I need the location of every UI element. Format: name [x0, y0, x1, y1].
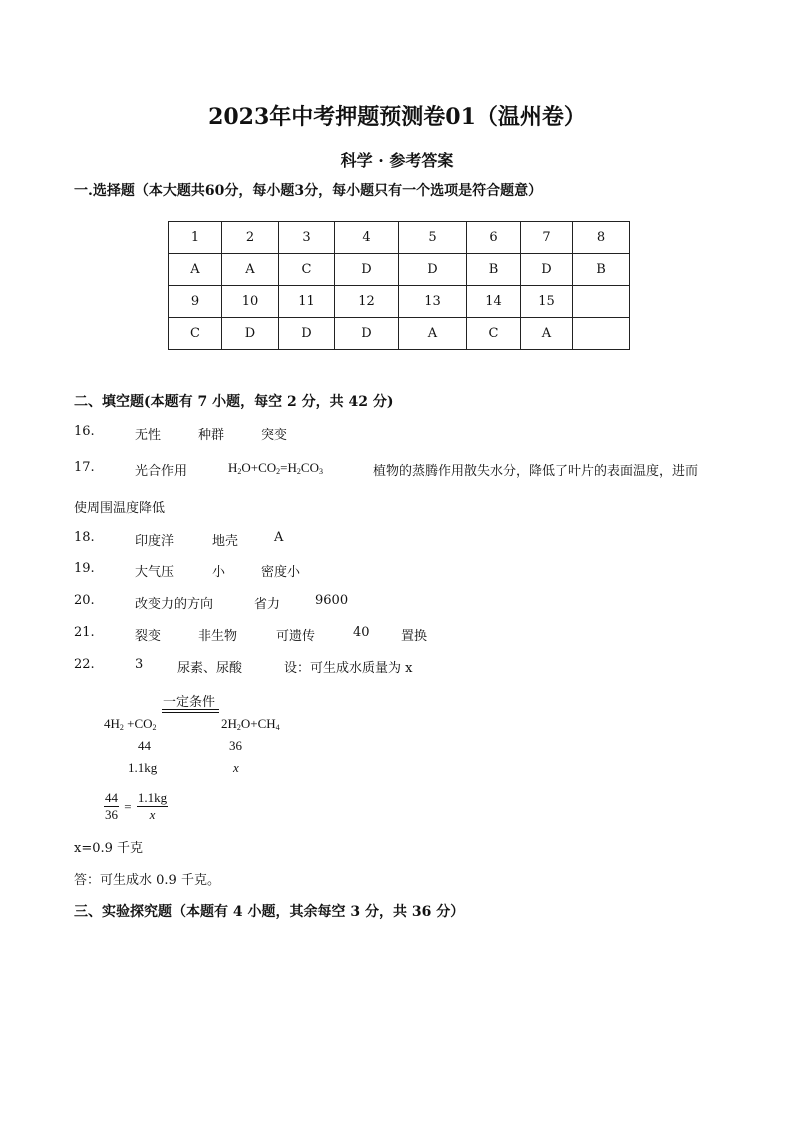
question-21	[0, 625, 794, 643]
table-cell: 4	[335, 222, 399, 254]
answer-blank: 无性	[135, 428, 162, 443]
answer-blank: 尿素、尿酸	[177, 661, 243, 676]
reaction-condition: 一定条件	[163, 695, 216, 710]
question-number: 16.	[74, 424, 95, 439]
question-19	[0, 561, 794, 579]
table-cell: A	[521, 318, 573, 350]
reaction-arrow-line	[162, 709, 219, 710]
table-cell: 13	[399, 286, 467, 318]
question-18	[0, 530, 794, 548]
equals-sign: =	[124, 798, 132, 814]
table-cell: C	[279, 254, 335, 286]
question-22	[0, 657, 794, 675]
question-number: 17.	[74, 460, 95, 475]
table-cell: A	[399, 318, 467, 350]
table-cell: C	[169, 318, 222, 350]
answer-blank: 非生物	[198, 629, 238, 644]
answer-blank: 40	[353, 625, 370, 640]
fraction-numerator: 44	[105, 790, 118, 805]
answer-blank: 地壳	[212, 534, 239, 549]
question-number: 19.	[74, 561, 95, 576]
table-cell: D	[335, 254, 399, 286]
table-cell: D	[399, 254, 467, 286]
answer-blank: 小	[212, 565, 226, 580]
table-cell: 8	[573, 222, 630, 254]
answer-blank: 突变	[261, 428, 288, 443]
fraction-left	[104, 790, 119, 823]
answer-blank: 置换	[401, 629, 428, 644]
answer-blank: 9600	[315, 593, 349, 608]
table-cell: 1	[169, 222, 222, 254]
question-17	[0, 460, 794, 478]
molar-mass-water: 36	[229, 738, 242, 753]
answer-table	[168, 221, 630, 350]
fraction-denominator: x	[149, 807, 156, 822]
fraction-denominator: 36	[105, 807, 118, 822]
table-cell: A	[169, 254, 222, 286]
given-mass: 1.1kg	[128, 760, 158, 775]
table-cell: 3	[279, 222, 335, 254]
table-cell: 12	[335, 286, 399, 318]
answer-blank: 植物的蒸腾作用散失水分，降低了叶片的表面温度，进而	[373, 464, 699, 479]
answer-blank: 可遗传	[276, 629, 316, 644]
table-cell: A	[222, 254, 279, 286]
reaction-products: $2H_2O+CH_4$	[221, 716, 280, 732]
table-cell: 6	[467, 222, 521, 254]
answer-continuation: 使周围温度降低	[74, 501, 166, 516]
calc-answer: 答：可生成水 0.9 千克。	[74, 873, 220, 888]
table-row	[169, 254, 630, 286]
table-cell: 14	[467, 286, 521, 318]
table-cell: 10	[222, 286, 279, 318]
reaction-arrow-line	[162, 712, 219, 713]
table-cell: 5	[399, 222, 467, 254]
table-cell: D	[335, 318, 399, 350]
table-row	[169, 318, 630, 350]
answer-blank: 大气压	[135, 565, 175, 580]
fraction-right	[137, 790, 168, 823]
answer-blank: 密度小	[261, 565, 301, 580]
answer-blank: 设：可生成水质量为 x	[284, 661, 413, 676]
section1-heading: 一.选择题（本大题共60分，每小题3分，每小题只有一个选项是符合题意）	[74, 183, 543, 199]
section3-heading: 三、实验探究题（本题有 4 小题，其余每空 3 分，共 36 分）	[74, 904, 465, 920]
table-cell: D	[521, 254, 573, 286]
answer-blank: 改变力的方向	[135, 597, 214, 612]
page-subtitle: 科学 · 参考答案	[340, 151, 454, 170]
table-cell: D	[279, 318, 335, 350]
question-number: 18.	[74, 530, 95, 545]
answer-blank: 省力	[254, 597, 281, 612]
answer-blank: 裂变	[135, 629, 162, 644]
answer-blank: A	[274, 530, 284, 545]
answer-blank: 光合作用	[135, 464, 188, 479]
answer-blank: 印度洋	[135, 534, 175, 549]
chemical-equation: $H_2O+CO_2=H_2CO_3$	[228, 460, 323, 476]
answer-blank: 种群	[198, 428, 225, 443]
table-cell	[573, 286, 630, 318]
table-cell: B	[573, 254, 630, 286]
question-16	[0, 424, 794, 442]
unknown-mass: x	[233, 760, 239, 775]
table-cell: C	[467, 318, 521, 350]
table-row	[169, 222, 630, 254]
calc-result: x=0.9 千克	[74, 841, 144, 856]
question-20	[0, 593, 794, 611]
table-cell: 11	[279, 286, 335, 318]
question-number: 22.	[74, 657, 95, 672]
table-row	[169, 286, 630, 318]
table-cell: B	[467, 254, 521, 286]
answer-blank: 3	[135, 657, 144, 672]
page-title: 2023年中考押题预测卷01（温州卷）	[208, 104, 586, 130]
table-cell: 9	[169, 286, 222, 318]
table-cell: D	[222, 318, 279, 350]
table-cell	[573, 318, 630, 350]
reaction-reactants: $4H_2 +CO_2$	[104, 716, 157, 732]
fraction-numerator: 1.1kg	[137, 790, 168, 805]
table-cell: 7	[521, 222, 573, 254]
table-cell: 2	[222, 222, 279, 254]
molar-mass-co2: 44	[138, 738, 151, 753]
question-number: 21.	[74, 625, 95, 640]
table-cell: 15	[521, 286, 573, 318]
question-number: 20.	[74, 593, 95, 608]
section2-heading: 二、填空题(本题有 7 小题，每空 2 分，共 42 分)	[74, 394, 394, 410]
proportion-equation	[104, 790, 168, 823]
